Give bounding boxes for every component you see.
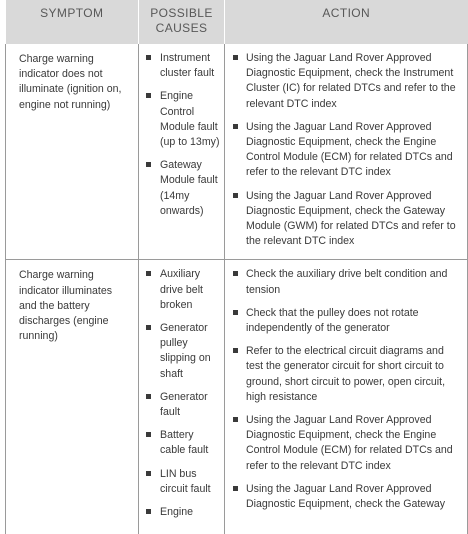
action-text: Check that the pulley does not rotate independently of the generator <box>246 306 419 335</box>
cause-item <box>145 467 220 497</box>
action-item <box>232 51 461 112</box>
header-symptom: SYMPTOM <box>6 0 139 44</box>
cause-text: Gateway Module fault (14my onwards) <box>160 159 218 217</box>
bullet-icon <box>233 55 238 60</box>
action-text: Using the Jaguar Land Rover Approved Diagnostic Equipment, check the Gateway <box>246 482 446 511</box>
bullet-icon <box>233 193 238 198</box>
bullet-icon <box>233 486 238 491</box>
action-item <box>232 413 461 474</box>
table-row <box>6 260 468 534</box>
diagnostic-table <box>5 0 468 534</box>
bullet-icon <box>233 124 238 129</box>
symptom-cell: Charge warning indicator illuminates and the battery discharges (engine running) <box>6 260 139 534</box>
action-item <box>232 306 461 336</box>
action-text: Using the Jaguar Land Rover Approved Diagnostic Equipment, check the Gateway Module (GWM) for related DTCs and refer to the relevant DTC index <box>246 189 456 248</box>
action-item <box>232 344 461 405</box>
cause-item <box>145 89 220 150</box>
bullet-icon <box>146 432 151 437</box>
actions-list <box>232 267 461 512</box>
action-item <box>232 189 461 250</box>
causes-cell <box>139 44 225 260</box>
action-text: Using the Jaguar Land Rover Approved Diagnostic Equipment, check the Instrument Cluster (IC) for related DTCs and refer to the relevant DTC index <box>246 52 456 110</box>
causes-list <box>145 267 220 520</box>
cause-item <box>145 505 220 520</box>
bullet-icon <box>233 310 238 315</box>
bullet-icon <box>146 162 151 167</box>
table-row <box>6 44 468 260</box>
header-causes-line1: POSSIBLE <box>150 6 213 20</box>
action-text: Refer to the electrical circuit diagrams and test the generator circuit for short circuit to ground, short circuit to power, open circuit, high resistance <box>246 345 446 403</box>
bullet-icon <box>146 394 151 399</box>
header-action: ACTION <box>225 0 468 44</box>
action-item <box>232 120 461 181</box>
cause-item <box>145 51 220 81</box>
table-header <box>6 0 468 44</box>
action-text: Using the Jaguar Land Rover Approved Diagnostic Equipment, check the Engine Control Module (ECM) for related DTCs and refer to the relevant DTC index <box>246 120 453 179</box>
bullet-icon <box>146 55 151 60</box>
cause-text: Generator pulley slipping on shaft <box>160 322 211 380</box>
actions-cell <box>225 260 468 534</box>
header-causes-line2: CAUSES <box>155 21 208 35</box>
cause-text: Instrument cluster fault <box>160 52 215 80</box>
action-item <box>232 267 461 297</box>
cause-item <box>145 390 220 420</box>
cause-text: Battery cable fault <box>160 429 209 457</box>
cause-item <box>145 428 220 458</box>
cause-item <box>145 267 220 313</box>
causes-list <box>145 51 220 219</box>
actions-cell <box>225 44 468 260</box>
bullet-icon <box>233 348 238 353</box>
cause-text: Generator fault <box>160 390 208 419</box>
header-possible-causes <box>139 0 225 44</box>
action-item <box>232 482 461 512</box>
bullet-icon <box>233 417 238 422</box>
actions-list <box>232 51 461 249</box>
cause-text: LIN bus circuit fault <box>160 467 211 495</box>
symptom-cell: Charge warning indicator does not illuminate (ignition on, engine not running) <box>6 44 139 260</box>
bullet-icon <box>146 471 151 476</box>
bullet-icon <box>146 325 151 330</box>
bullet-icon <box>146 93 151 98</box>
bullet-icon <box>146 509 151 514</box>
action-text: Check the auxiliary drive belt condition and tension <box>246 268 448 296</box>
cause-text: Engine <box>160 506 193 519</box>
bullet-icon <box>146 271 151 276</box>
cause-text: Engine Control Module fault (up to 13my) <box>160 90 220 149</box>
action-text: Using the Jaguar Land Rover Approved Diagnostic Equipment, check the Engine Control Module (ECM) for related DTCs and refer to the relevant DTC index <box>246 414 453 472</box>
cause-item <box>145 321 220 382</box>
bullet-icon <box>233 271 238 276</box>
causes-cell <box>139 260 225 534</box>
cause-text: Auxiliary drive belt broken <box>160 268 203 311</box>
cause-item <box>145 158 220 219</box>
